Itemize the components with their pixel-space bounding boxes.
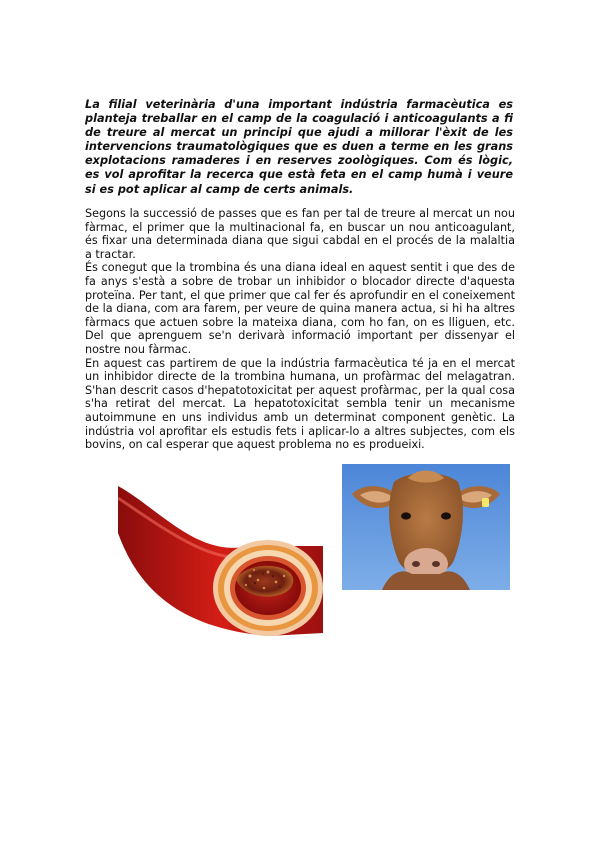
intro-paragraph: La filial veterinària d'una important indústria farmacèutica es planteja treballar en el camp de la coagulació i anticoagulants a fi de treure al mercat un principi que ajudi a millorar l'èxit de les intervencions traumatològiques que es duen a terme en les grans explotacions ramaderes i en reserves zoològiques. Com és lògic, es vol aprofitar la recerca que està feta en el camp humà i veure si es pot aplicar al camp de certs animals. bbox=[85, 98, 513, 196]
blood-vessel-illustration bbox=[118, 468, 328, 638]
paragraph-1: Segons la successió de passes que es fan per tal de treure al mercat un nou fàrmac, el primer que la multinacional fa, en buscar un nou anticoagulant, és fixar una determinada diana que sigui cabdal en el procés de la malaltia a tractar. bbox=[85, 207, 515, 261]
paragraph-3: En aquest cas partirem de que la indústria farmacèutica té ja en el mercat un inhibidor directe de la trombina humana, un profàrmac del melagatran. S'han descrit casos d'hepatotoxicitat per aquest profàrmac, per la qual cosa s'ha retirat del mercat. La hepatotoxicitat sembla tenir un mecanisme autoimmune en uns individus amb un determinat component genètic. La indústria vol aprofitar els estudis fets i aplicar-lo a altres subjectes, com els bovins, on cal esperar que aquest problema no es produeixi. bbox=[85, 356, 515, 452]
paragraph-2: És conegut que la trombina és una diana ideal en aquest sentit i que des de fa anys s'està a sobre de trobar un inhibidor o blocador directe d'aquesta proteïna. Per tant, el que primer que cal fer és aprofundir en el coneixement de la diana, com ara farem, per veure de quina manera actua, si hi ha altres fàrmacs que actuen sobre la mateixa diana, com ho fan, on es lliguen, etc. Del que aprenguem se'n derivarà informació important per dissenyar el nostre nou fàrmac. bbox=[85, 261, 515, 356]
body-text bbox=[85, 207, 515, 452]
cow-photo bbox=[342, 464, 510, 590]
